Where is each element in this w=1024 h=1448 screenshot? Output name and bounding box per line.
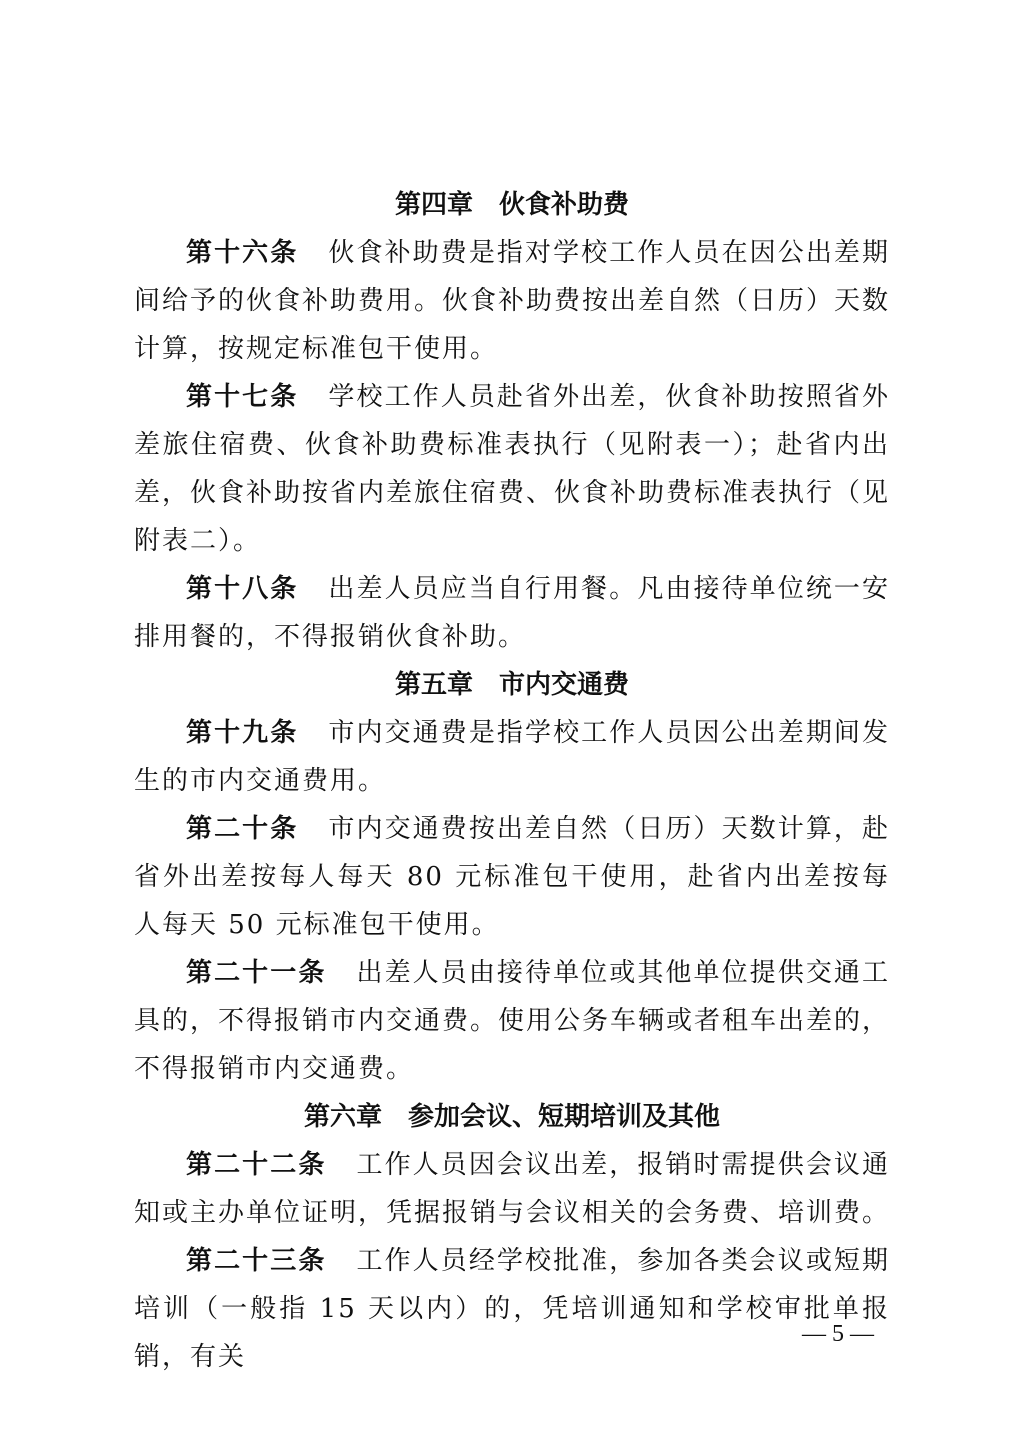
chapter-title: 市内交通费 xyxy=(499,670,630,700)
article-text: 工作人员因会议出差，报销时需提供会议通知或主办单位证明，凭据报销与会议相关的会务费、培训费。 xyxy=(134,1150,891,1228)
article xyxy=(134,805,890,949)
page-content xyxy=(134,181,890,1381)
article-text: 市内交通费是指学校工作人员因公出差期间发生的市内交通费用。 xyxy=(134,718,890,796)
article-text: 出差人员应当自行用餐。凡由接待单位统一安排用餐的，不得报销伙食补助。 xyxy=(134,574,890,652)
article xyxy=(134,229,890,373)
article-text: 出差人员由接待单位或其他单位提供交通工具的，不得报销市内交通费。使用公务车辆或者租车出差的，不得报销市内交通费。 xyxy=(134,958,891,1084)
page-number: — 5 — xyxy=(802,1321,874,1347)
article xyxy=(134,709,890,805)
chapter-number: 第四章 xyxy=(394,190,473,220)
chapter-heading xyxy=(134,181,890,229)
article-text: 市内交通费按出差自然（日历）天数计算，赴省外出差按每人每天 80 元标准包干使用，赴省内出差按每人每天 50 元标准包干使用。 xyxy=(134,814,890,940)
article-number: 第十六条 xyxy=(186,238,299,268)
article-text: 伙食补助费是指对学校工作人员在因公出差期间给予的伙食补助费用。伙食补助费按出差自然（日历）天数计算，按规定标准包干使用。 xyxy=(134,238,891,364)
article xyxy=(134,949,890,1093)
chapter-heading xyxy=(134,1093,890,1141)
article xyxy=(134,1141,890,1237)
chapter-title: 参加会议、短期培训及其他 xyxy=(408,1102,721,1132)
article-number: 第二十条 xyxy=(186,814,299,844)
article-number: 第十九条 xyxy=(186,718,299,748)
chapter-title: 伙食补助费 xyxy=(499,190,630,220)
article-number: 第二十二条 xyxy=(186,1150,327,1180)
chapter-heading xyxy=(134,661,890,709)
article xyxy=(134,1237,890,1381)
chapter-number: 第六章 xyxy=(303,1102,382,1132)
article xyxy=(134,373,890,565)
article-text: 学校工作人员赴省外出差，伙食补助按照省外差旅住宿费、伙食补助费标准表执行（见附表一）；赴省内出差，伙食补助按省内差旅住宿费、伙食补助费标准表执行（见附表二）。 xyxy=(134,382,891,556)
article-number: 第二十三条 xyxy=(186,1246,327,1276)
article-number: 第十七条 xyxy=(186,382,299,412)
article-number: 第二十一条 xyxy=(186,958,327,988)
article-text: 工作人员经学校批准，参加各类会议或短期培训（一般指 15 天以内）的，凭培训通知和学校审批单报销，有关 xyxy=(134,1246,890,1372)
chapter-number: 第五章 xyxy=(394,670,473,700)
article-number: 第十八条 xyxy=(186,574,299,604)
article xyxy=(134,565,890,661)
